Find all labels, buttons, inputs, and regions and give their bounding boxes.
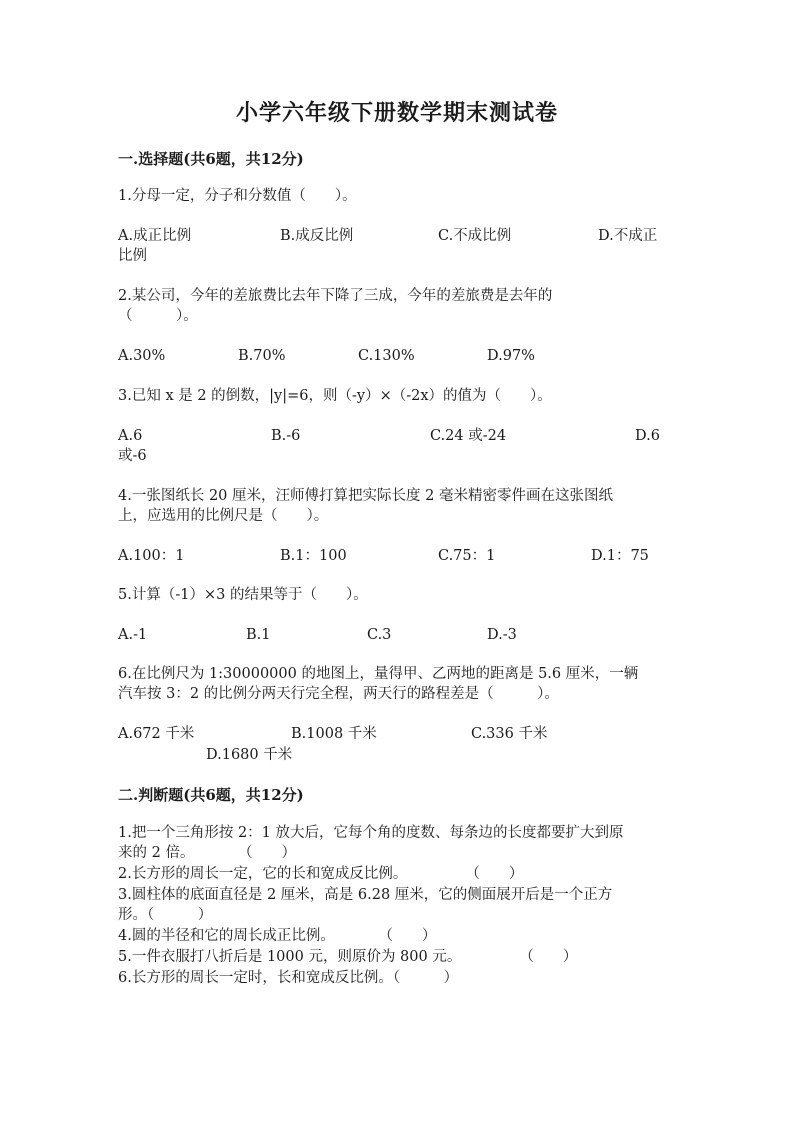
option-d: D.-3	[487, 627, 517, 643]
option-d: D.6	[635, 428, 660, 444]
judge-item: 3.圆柱体的底面直径是 2 厘米，高是 6.28 厘米，它的侧面展开后是一个正方	[118, 887, 613, 903]
option-b: B.1：100	[280, 548, 347, 564]
option-a: A.100：1	[118, 548, 185, 564]
judge-item: 1.把一个三角形按 2：1 放大后，它每个角的度数、每条边的长度都要扩大到原	[118, 825, 624, 841]
question-stem: 1.分母一定，分子和分数值（ ）。	[118, 188, 357, 204]
judge-item-line2: 来的 2 倍。 （ ）	[118, 845, 296, 861]
option-c: C.不成比例	[438, 228, 512, 244]
question-stem-line2: 上，应选用的比例尺是（ ）。	[118, 508, 329, 524]
option-b: B.-6	[271, 428, 301, 444]
section-heading-judge: 二.判断题(共6题，共12分)	[118, 786, 304, 804]
judge-item-line2: 形。（ ）	[118, 907, 213, 923]
judge-item: 5.一件衣服打八折后是 1000 元，则原价为 800 元。 （ ）	[118, 949, 578, 965]
option-c: C.130%	[358, 348, 415, 364]
option-continuation: 比例	[118, 248, 147, 264]
question-stem-line2: 汽车按 3：2 的比例分两天行完全程，两天行的路程差是（ ）。	[118, 686, 559, 702]
option-a: A.-1	[118, 627, 148, 643]
section-heading-choice: 一.选择题(共6题，共12分)	[118, 150, 304, 168]
option-c: C.24 或-24	[430, 428, 507, 444]
question-stem: 4.一张图纸长 20 厘米，汪师傅打算把实际长度 2 毫米精密零件画在这张图纸	[118, 488, 613, 504]
option-c: C.75：1	[438, 548, 496, 564]
question-stem: 5.计算（-1）×3 的结果等于（ ）。	[118, 587, 368, 603]
option-a: A.30%	[118, 348, 166, 364]
option-continuation: 或-6	[118, 448, 147, 464]
option-b: B.70%	[238, 348, 286, 364]
option-d: D.不成正	[598, 228, 658, 244]
judge-item: 4.圆的半径和它的周长成正比例。 （ ）	[118, 928, 437, 944]
option-b: B.1	[246, 627, 271, 643]
option-b: B.1008 千米	[291, 726, 377, 742]
option-d: D.1680 千米	[206, 747, 293, 763]
question-stem: 6.在比例尺为 1:30000000 的地图上，量得甲、乙两地的距离是 5.6 厘米，一辆	[118, 666, 639, 682]
judge-item: 2.长方形的周长一定，它的长和宽成反比例。 （ ）	[118, 866, 524, 882]
question-stem: 2.某公司，今年的差旅费比去年下降了三成，今年的差旅费是去年的	[118, 288, 553, 304]
option-d: D.97%	[487, 348, 535, 364]
option-c: C.3	[367, 627, 392, 643]
question-stem: 3.已知 x 是 2 的倒数，|y|=6，则（-y）×（-2x）的值为（ ）。	[118, 388, 552, 404]
option-b: B.成反比例	[280, 228, 354, 244]
option-c: C.336 千米	[471, 726, 548, 742]
option-a: A.成正比例	[118, 228, 192, 244]
page-title: 小学六年级下册数学期末测试卷	[235, 100, 558, 126]
option-a: A.672 千米	[118, 726, 195, 742]
question-stem-line2: （ ）。	[118, 308, 198, 324]
option-d: D.1：75	[591, 548, 649, 564]
option-a: A.6	[118, 428, 143, 444]
judge-item: 6.长方形的周长一定时，长和宽成反比例。（ ）	[118, 970, 459, 986]
